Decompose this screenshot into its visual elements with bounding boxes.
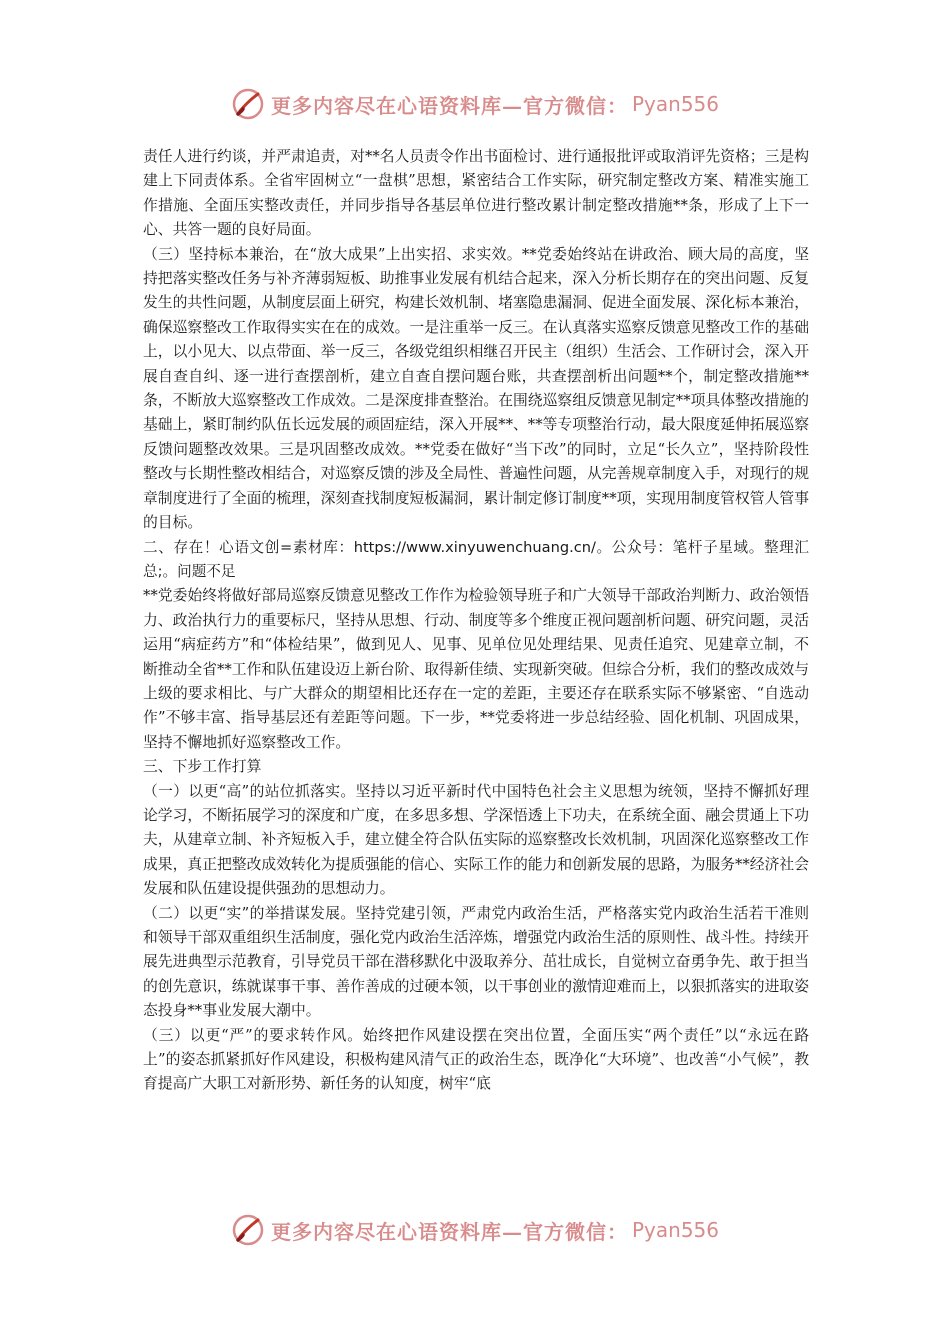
document-body	[143, 145, 809, 1097]
section-heading: 二、存在！心语文创=素材库：https://www.xinyuwenchuang.cn/。公众号：笔杆子星域。整理汇总;。问题不足	[143, 538, 809, 580]
banner-wechat-id: Pyan556	[631, 1218, 719, 1242]
paragraph: 责任人进行约谈，并严肃追责，对**名人员责令作出书面检讨、进行通报批评或取消评先资格；三是构建上下同责体系。全省牢固树立“一盘棋”思想，紧密结合工作实际，研究制定整改方案、精准实施工作措施、全面压实整改责任，并同步指导各基层单位进行整改累计制定整改措施**条，形成了上下一心、共答一题的良好局面。	[143, 148, 809, 239]
section-heading: 三、下步工作打算	[143, 758, 262, 776]
footer-watermark-banner	[0, 1208, 950, 1252]
banner-wechat-id: Pyan556	[631, 92, 719, 116]
paragraph: （二）以更“实”的举措谋发展。坚持党建引领，严肃党内政治生活，严格落实党内政治生活若干准则和领导干部双重组织生活制度，强化党内政治生活淬炼，增强党内政治生活的原则性、战斗性。持续开展先进典型示范教育，引导党员干部在潜移默化中汲取养分、茁壮成长，自觉树立奋勇争先、敢于担当的创先意识，练就谋事干事、善作善成的过硬本领，以干事创业的激情迎难而上，以狠抓落实的进取姿态投身**事业发展大潮中。	[143, 904, 809, 1020]
paragraph: （三）坚持标本兼治，在“放大成果”上出实招、求实效。**党委始终站在讲政治、顾大局的高度，坚持把落实整改任务与补齐薄弱短板、助推事业发展有机结合起来，深入分析长期存在的突出问题、反复发生的共性问题，从制度层面上研究，构建长效机制、堵塞隐患漏洞、促进全面发展、深化标本兼治，确保巡察整改工作取得实实在在的成效。一是注重举一反三。在认真落实巡察反馈意见整改工作的基础上，以小见大、以点带面、举一反三，各级党组织相继召开民主（组织）生活会、工作研讨会，深入开展自查自纠、逐一进行查摆剖析，建立自查自摆问题台账，共查摆剖析出问题**个，制定整改措施**条，不断放大巡察整改工作成效。二是深度排查整治。在围绕巡察组反馈意见制定**项具体整改措施的基础上，紧盯制约队伍长远发展的顽固症结，深入开展**、**等专项整治行动，最大限度延伸拓展巡察反馈问题整改效果。三是巩固整改成效。**党委在做好“当下改”的同时，立足“长久立”，坚持阶段性整改与长期性整改相结合，对巡察反馈的涉及全局性、普遍性问题，从完善规章制度入手，对现行的规章制度进行了全面的梳理，深刻查找制度短板漏洞，累计制定修订制度**项，实现用制度管权管人管事的目标。	[143, 245, 809, 532]
paragraph: **党委始终将做好部局巡察反馈意见整改工作作为检验领导班子和广大领导干部政治判断力、政治领悟力、政治执行力的重要标尺，坚持从思想、行动、制度等多个维度正视问题剖析问题、研究问题，灵活运用“病症药方”和“体检结果”，做到见人、见事、见单位见处理结果、见责任追究、见建章立制，不断推动全省**工作和队伍建设迈上新台阶、取得新佳绩、实现新突破。但综合分析，我们的整改成效与上级的要求相比、与广大群众的期望相比还存在一定的差距，主要还存在联系实际不够紧密、“自选动作”不够丰富、指导基层还有差距等问题。下一步，**党委将进一步总结经验、固化机制、巩固成果，坚持不懈地抓好巡察整改工作。	[143, 587, 809, 751]
paragraph: （三）以更“严”的要求转作风。始终把作风建设摆在突出位置，全面压实“两个责任”以“永远在路上”的姿态抓紧抓好作风建设，积极构建风清气正的政治生态，既净化“大环境”、也改善“小气候”，教育提高广大职工对新形势、新任务的认知度，树牢“底	[143, 1026, 809, 1093]
brush-logo-icon	[231, 87, 265, 121]
header-watermark-banner	[0, 82, 950, 126]
brush-logo-icon	[231, 1213, 265, 1247]
paragraph: （一）以更“高”的站位抓落实。坚持以习近平新时代中国特色社会主义思想为统领，坚持不懈抓好理论学习，不断拓展学习的深度和广度，在多思多想、学深悟透上下功夫，在系统全面、融会贯通上下功夫，从建章立制、补齐短板入手，建立健全符合队伍实际的巡察整改长效机制，巩固深化巡察整改工作成果，真正把整改成效转化为提质强能的信心、实际工作的能力和创新发展的思路，为服务**经济社会发展和队伍建设提供强劲的思想动力。	[143, 782, 809, 898]
banner-text: 更多内容尽在心语资料库—官方微信：	[270, 93, 628, 118]
banner-text: 更多内容尽在心语资料库—官方微信：	[270, 1219, 628, 1244]
